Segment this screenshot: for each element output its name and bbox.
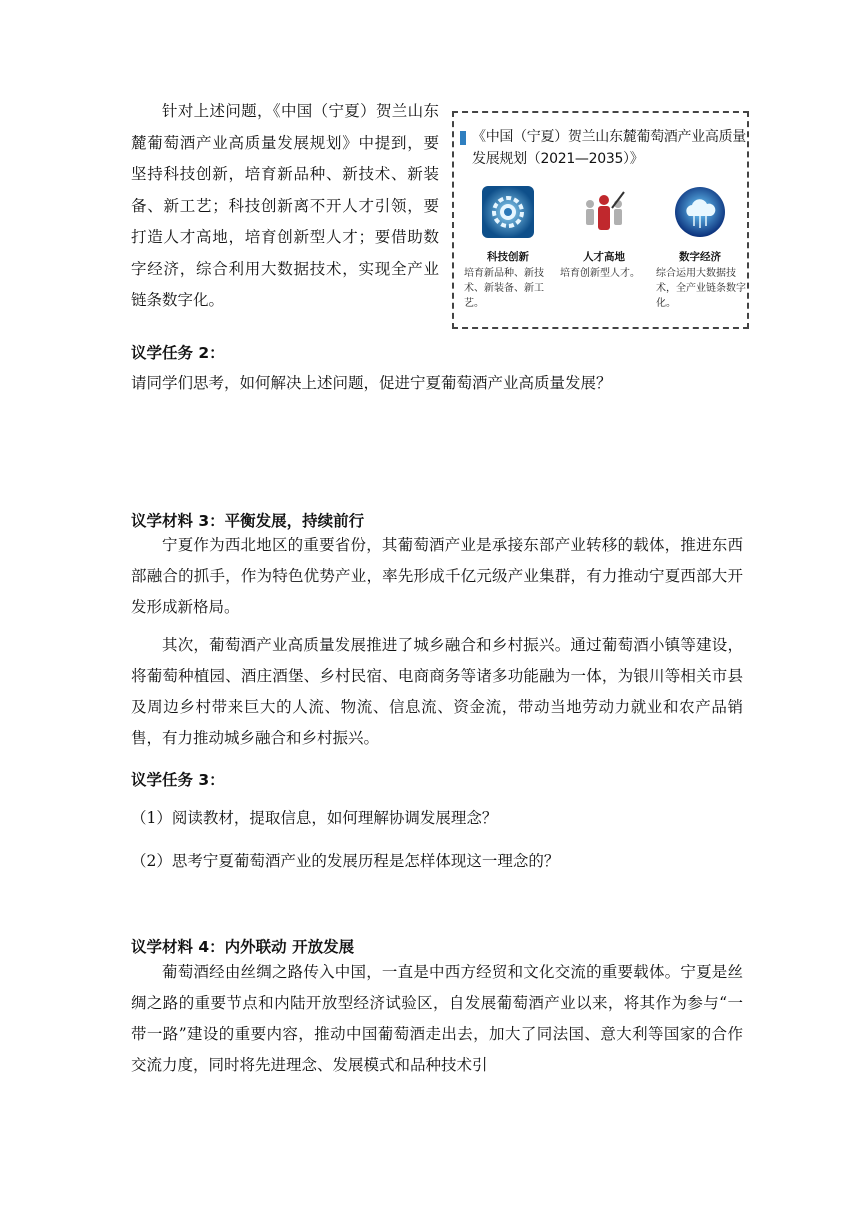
plan-figure	[452, 111, 749, 329]
figure-item-label: 科技创新	[487, 251, 529, 263]
figure-item-desc: 培育新品种、新技术、新装备、新工艺。	[464, 268, 544, 309]
figure-item-label: 数字经济	[679, 251, 721, 263]
task3-question-1: （1）阅读教材，提取信息，如何理解协调发展理念？	[131, 809, 498, 827]
figure-item-desc: 培育创新型人才。	[560, 268, 640, 279]
figure-accent-bar	[460, 131, 466, 145]
material4-paragraph: 葡萄酒经由丝绸之路传入中国，一直是中西方经贸和文化交流的重要载体。宁夏是丝绸之路的重要节点和内陆开放型经济试验区，自发展葡萄酒产业以来，将其作为参与“一带一路”建设的重要内容，推动中国葡萄酒走出去，加大了同法国、意大利等国家的合作交流力度，同时将先进理念、发展模式和品种技术引	[131, 963, 743, 1074]
figure-item-desc: 综合运用大数据技术，全产业链条数字化。	[656, 268, 746, 309]
figure-title: 《中国（宁夏）贺兰山东麓葡萄酒产业高质量发展规划（2021—2035）》	[472, 129, 746, 167]
material3-paragraph-2: 其次，葡萄酒产业高质量发展推进了城乡融合和乡村振兴。通过葡萄酒小镇等建设，将葡萄种植园、酒庄酒堡、乡村民宿、电商商务等诸多功能融为一体，为银川等相关市县及周边乡村带来巨大的人流、物流、信息流、资金流，带动当地劳动力就业和农产品销售，有力推动城乡融合和乡村振兴。	[131, 636, 743, 747]
task2-heading: 议学任务 2：	[131, 344, 225, 362]
material4-heading: 议学材料 4：内外联动 开放发展	[131, 938, 355, 956]
intro-paragraph: 针对上述问题，《中国（宁夏）贺兰山东麓葡萄酒产业高质量发展规划》中提到，要坚持科技创新，培育新品种、新技术、新装备、新工艺；科技创新离不开人才引领，要打造人才高地，培育创新型人才；要借助数字经济，综合利用大数据技术，实现全产业链条数字化。	[131, 102, 439, 309]
task3-heading: 议学任务 3：	[131, 771, 225, 789]
cloud-digital-icon	[674, 186, 726, 238]
task3-question-2: （2）思考宁夏葡萄酒产业的发展历程是怎样体现这一理念的？	[131, 852, 560, 870]
material3-heading: 议学材料 3：平衡发展，持续前行	[131, 512, 365, 530]
figure-item-digital	[652, 186, 748, 311]
figure-item-label: 人才高地	[583, 251, 625, 263]
task2-question: 请同学们思考，如何解决上述问题，促进宁夏葡萄酒产业高质量发展？	[131, 374, 612, 392]
material3-paragraph-1: 宁夏作为西北地区的重要省份，其葡萄酒产业是承接东部产业转移的载体，推进东西部融合的抓手，作为特色优势产业，率先形成千亿元级产业集群，有力推动宁夏西部大开发形成新格局。	[131, 536, 743, 616]
talent-people-icon	[578, 186, 630, 238]
figure-item-tech	[460, 186, 556, 311]
gear-tech-icon	[482, 186, 534, 238]
figure-item-talent	[556, 186, 652, 281]
